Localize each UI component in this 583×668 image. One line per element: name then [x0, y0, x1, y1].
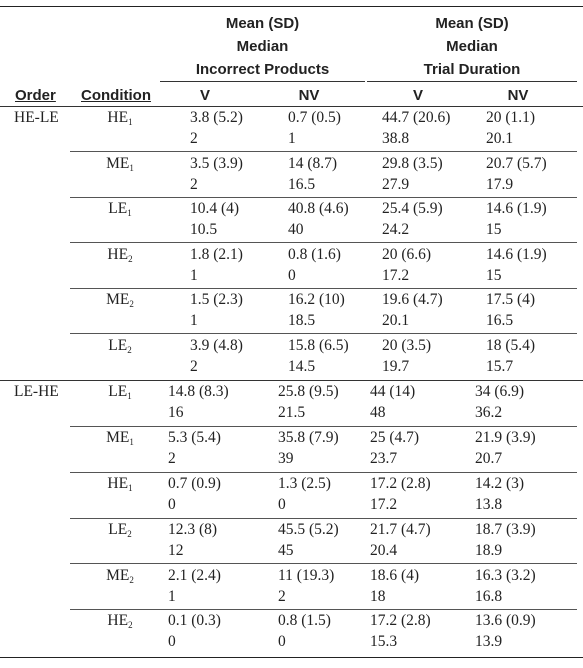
median-cell-v2: 23.7: [370, 450, 398, 467]
condition-subscript: 2: [127, 529, 132, 539]
condition-label: LE: [108, 521, 128, 538]
mean-sd-cell-nv1: 0.8 (1.5): [278, 612, 331, 629]
median-cell-nv2: 20.7: [475, 450, 503, 467]
header-trial-duration-line1: Mean (SD): [435, 15, 509, 32]
condition-cell: [90, 109, 150, 131]
mean-sd-cell-nv2: 21.9 (3.9): [475, 429, 536, 446]
mean-sd-cell-v2: 18.6 (4): [370, 567, 420, 584]
condition-cell: [90, 612, 150, 634]
mean-sd-cell-v1: 3.5 (3.9): [190, 155, 243, 172]
mean-sd-cell-v1: 5.3 (5.4): [168, 429, 221, 446]
condition-cell: [90, 337, 150, 359]
mean-sd-cell-v2: 25 (4.7): [370, 429, 420, 446]
mean-sd-cell-nv1: 16.2 (10): [288, 291, 345, 308]
header-v-duration: V: [412, 87, 423, 104]
mean-sd-cell-nv1: 11 (19.3): [278, 567, 335, 584]
median-cell-v2: 48: [370, 404, 386, 421]
condition-cell: [90, 246, 150, 268]
median-cell-nv1: 14.5: [288, 358, 316, 375]
mean-sd-cell-nv2: 20 (1.1): [486, 109, 536, 126]
median-cell-nv1: 0: [278, 496, 286, 513]
median-cell-v2: 17.2: [382, 267, 410, 284]
mean-sd-cell-nv2: 34 (6.9): [475, 383, 525, 400]
mean-sd-cell-nv1: 14 (8.7): [288, 155, 338, 172]
condition-subscript: 1: [128, 483, 133, 493]
condition-subscript: 1: [127, 208, 132, 218]
mean-sd-cell-v1: 0.7 (0.9): [168, 475, 221, 492]
median-cell-nv2: 15: [486, 267, 502, 284]
mean-sd-cell-nv1: 1.3 (2.5): [278, 475, 331, 492]
condition-cell: [90, 155, 150, 177]
header-condition: Condition: [81, 87, 151, 104]
median-cell-v2: 17.2: [370, 496, 398, 513]
condition-subscript: 1: [129, 163, 134, 173]
median-cell-v2: 20.4: [370, 542, 398, 559]
median-cell-v1: 0: [168, 633, 176, 650]
mean-sd-cell-nv1: 40.8 (4.6): [288, 200, 349, 217]
condition-subscript: 2: [129, 575, 134, 585]
median-cell-v2: 27.9: [382, 176, 410, 193]
header-nv-duration: NV: [507, 87, 529, 104]
median-cell-nv1: 18.5: [288, 312, 316, 329]
median-cell-nv1: 16.5: [288, 176, 316, 193]
row-divider: [70, 426, 577, 427]
median-cell-nv2: 15: [486, 221, 502, 238]
condition-subscript: 2: [128, 254, 133, 264]
row-divider: [70, 197, 577, 198]
header-nv-incorrect: NV: [298, 87, 320, 104]
mean-sd-cell-v2: 44 (14): [370, 383, 416, 400]
median-cell-v1: 2: [190, 176, 198, 193]
mean-sd-cell-v1: 10.4 (4): [190, 200, 240, 217]
mean-sd-cell-nv2: 14.6 (1.9): [486, 200, 547, 217]
condition-subscript: 1: [127, 391, 132, 401]
mean-sd-cell-v1: 14.8 (8.3): [168, 383, 229, 400]
median-cell-v1: 10.5: [190, 221, 218, 238]
median-cell-v1: 12: [168, 542, 184, 559]
median-cell-v2: 18: [370, 588, 386, 605]
mean-sd-cell-v2: 44.7 (20.6): [382, 109, 451, 126]
header-v-incorrect: V: [199, 87, 210, 104]
mean-sd-cell-nv1: 35.8 (7.9): [278, 429, 339, 446]
median-cell-v1: 0: [168, 496, 176, 513]
header-incorrect-products-line3: Incorrect Products: [195, 61, 330, 78]
bottom-rule: [0, 657, 583, 658]
median-cell-v2: 19.7: [382, 358, 410, 375]
mean-sd-cell-v2: 25.4 (5.9): [382, 200, 443, 217]
mean-sd-cell-nv1: 0.7 (0.5): [288, 109, 341, 126]
row-divider: [70, 518, 577, 519]
median-cell-v1: 1: [190, 267, 198, 284]
median-cell-v1: 2: [190, 130, 198, 147]
condition-subscript: 2: [129, 299, 134, 309]
condition-label: LE: [108, 337, 128, 354]
mean-sd-cell-nv2: 16.3 (3.2): [475, 567, 536, 584]
condition-cell: [90, 567, 150, 589]
header-incorrect-products-line2: Median: [236, 38, 289, 55]
mean-sd-cell-v1: 0.1 (0.3): [168, 612, 221, 629]
mean-sd-cell-nv2: 13.6 (0.9): [475, 612, 536, 629]
median-cell-nv1: 45: [278, 542, 294, 559]
condition-label: HE: [107, 109, 129, 126]
median-cell-nv2: 17.9: [486, 176, 514, 193]
median-cell-nv2: 16.5: [486, 312, 514, 329]
row-divider: [70, 609, 577, 610]
mean-sd-cell-v1: 1.8 (2.1): [190, 246, 243, 263]
mean-sd-cell-nv1: 25.8 (9.5): [278, 383, 339, 400]
condition-label: LE: [108, 200, 128, 217]
group-separator-rule: [0, 380, 583, 381]
row-divider: [70, 242, 577, 243]
header-order: Order: [15, 87, 56, 104]
mean-sd-cell-v2: 17.2 (2.8): [370, 612, 431, 629]
mean-sd-cell-v2: 21.7 (4.7): [370, 521, 431, 538]
mean-sd-cell-nv1: 0.8 (1.6): [288, 246, 341, 263]
mean-sd-cell-nv2: 18 (5.4): [486, 337, 536, 354]
header-trial-duration-line3: Trial Duration: [423, 61, 521, 78]
median-cell-nv1: 40: [288, 221, 304, 238]
condition-subscript: 2: [127, 345, 132, 355]
row-divider: [70, 151, 577, 152]
group-header-rule-1: [160, 81, 365, 82]
mean-sd-cell-v2: 19.6 (4.7): [382, 291, 443, 308]
mean-sd-cell-nv2: 20.7 (5.7): [486, 155, 547, 172]
mean-sd-cell-nv2: 18.7 (3.9): [475, 521, 536, 538]
mean-sd-cell-nv2: 17.5 (4): [486, 291, 536, 308]
condition-cell: [90, 291, 150, 313]
median-cell-nv2: 13.8: [475, 496, 503, 513]
order-label: HE-LE: [14, 109, 59, 126]
median-cell-v1: 1: [190, 312, 198, 329]
median-cell-nv2: 20.1: [486, 130, 514, 147]
median-cell-v1: 2: [190, 358, 198, 375]
median-cell-nv2: 18.9: [475, 542, 503, 559]
condition-label: ME: [106, 291, 130, 308]
row-divider: [70, 333, 577, 334]
median-cell-nv1: 2: [278, 588, 286, 605]
mean-sd-cell-v2: 20 (6.6): [382, 246, 432, 263]
mean-sd-cell-nv2: 14.6 (1.9): [486, 246, 547, 263]
median-cell-v1: 2: [168, 450, 176, 467]
condition-label: LE: [108, 383, 128, 400]
median-cell-nv2: 36.2: [475, 404, 503, 421]
header-bottom-rule: [0, 106, 583, 107]
mean-sd-cell-nv1: 15.8 (6.5): [288, 337, 349, 354]
condition-label: ME: [106, 429, 130, 446]
header-trial-duration-line2: Median: [446, 38, 498, 55]
row-divider: [70, 472, 577, 473]
condition-subscript: 2: [128, 620, 133, 630]
condition-cell: [90, 429, 150, 451]
top-rule: [0, 6, 583, 7]
mean-sd-cell-nv2: 14.2 (3): [475, 475, 525, 492]
median-cell-nv1: 0: [288, 267, 296, 284]
mean-sd-cell-nv1: 45.5 (5.2): [278, 521, 339, 538]
mean-sd-cell-v1: 2.1 (2.4): [168, 567, 221, 584]
condition-label: HE: [107, 246, 129, 263]
median-cell-nv1: 21.5: [278, 404, 306, 421]
mean-sd-cell-v1: 3.9 (4.8): [190, 337, 243, 354]
group-header-rule-2: [367, 81, 577, 82]
median-cell-v2: 38.8: [382, 130, 410, 147]
median-cell-nv1: 1: [288, 130, 296, 147]
row-divider: [70, 563, 577, 564]
condition-cell: [90, 200, 150, 222]
condition-cell: [90, 521, 150, 543]
mean-sd-cell-v1: 12.3 (8): [168, 521, 218, 538]
condition-label: ME: [106, 155, 130, 172]
condition-cell: [90, 383, 150, 405]
condition-subscript: 1: [128, 117, 133, 127]
mean-sd-cell-v2: 17.2 (2.8): [370, 475, 431, 492]
row-divider: [70, 288, 577, 289]
header-incorrect-products-line1: Mean (SD): [225, 15, 300, 32]
median-cell-v2: 20.1: [382, 312, 410, 329]
median-cell-nv1: 0: [278, 633, 286, 650]
condition-label: HE: [107, 475, 129, 492]
condition-subscript: 1: [129, 437, 134, 447]
mean-sd-cell-v2: 29.8 (3.5): [382, 155, 443, 172]
condition-label: ME: [106, 567, 130, 584]
median-cell-v1: 16: [168, 404, 184, 421]
median-cell-v2: 24.2: [382, 221, 410, 238]
median-cell-nv2: 16.8: [475, 588, 503, 605]
mean-sd-cell-v2: 20 (3.5): [382, 337, 432, 354]
median-cell-nv2: 13.9: [475, 633, 503, 650]
condition-label: HE: [107, 612, 129, 629]
mean-sd-cell-v1: 1.5 (2.3): [190, 291, 243, 308]
median-cell-nv2: 15.7: [486, 358, 514, 375]
mean-sd-cell-v1: 3.8 (5.2): [190, 109, 243, 126]
median-cell-nv1: 39: [278, 450, 294, 467]
order-label: LE-HE: [14, 383, 59, 400]
condition-cell: [90, 475, 150, 497]
median-cell-v2: 15.3: [370, 633, 398, 650]
median-cell-v1: 1: [168, 588, 176, 605]
